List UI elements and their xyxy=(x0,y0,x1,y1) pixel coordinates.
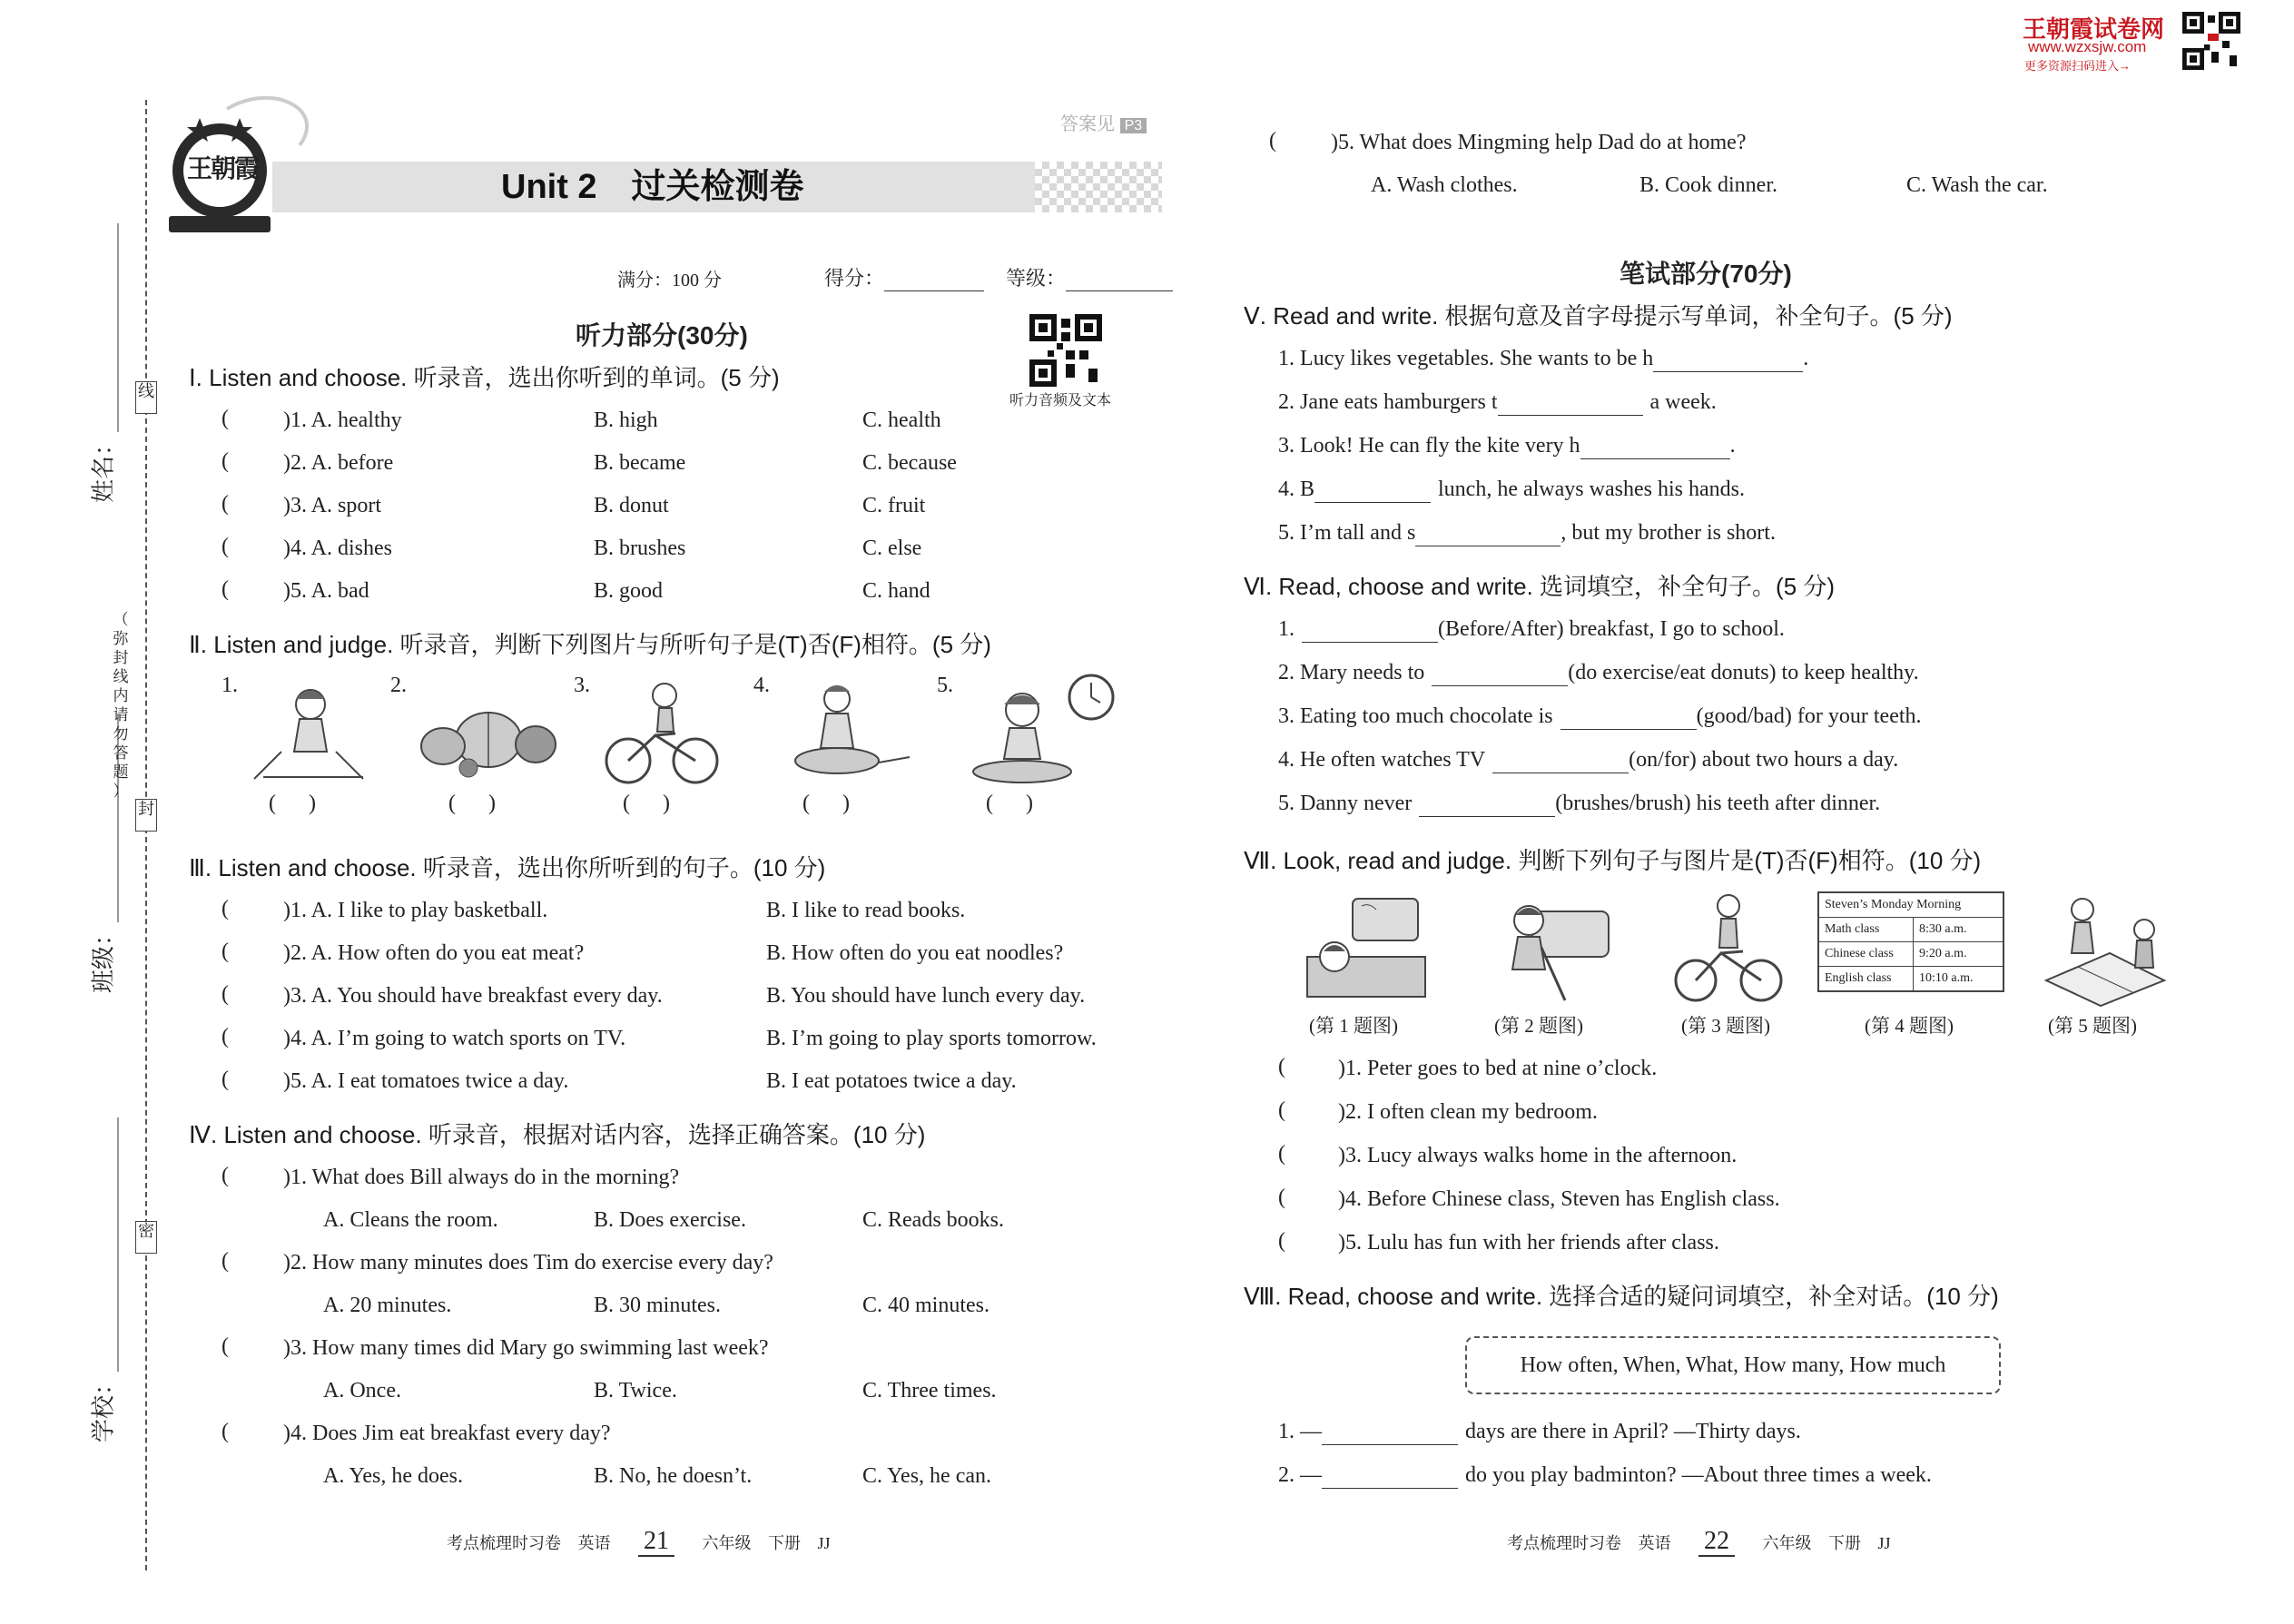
option-a: )5. A. I eat tomatoes twice a day. xyxy=(283,1069,569,1093)
s6-list xyxy=(1278,615,2204,833)
sentence-start: 5. I’m tall and s xyxy=(1278,521,1416,545)
judge-paren-4[interactable]: ( ) xyxy=(802,792,850,815)
boy-cycling-illustration xyxy=(599,679,726,788)
page-number: 21 xyxy=(638,1527,674,1557)
option-c: C. else xyxy=(862,536,922,560)
note-char: 勿 xyxy=(113,725,129,743)
option-b: B. Does exercise. xyxy=(594,1208,746,1232)
woman-washing-illustration xyxy=(777,679,913,788)
list-item xyxy=(1278,1462,2186,1505)
written-header: 笔试部分(70分) xyxy=(1620,260,1792,288)
option-a: )4. A. I’m going to watch sports on TV. xyxy=(283,1027,626,1050)
picture-caption-4: (第 4 题图) xyxy=(1865,1015,1954,1037)
word-box: How often, When, What, How many, How much xyxy=(1465,1336,2001,1394)
answer-paren[interactable]: ( xyxy=(222,897,229,920)
page-number: 22 xyxy=(1698,1527,1735,1557)
s1-list xyxy=(222,407,1039,620)
page-title: Unit 2 过关检测卷 xyxy=(501,168,804,206)
question: )2. How many minutes does Tim do exercise every day? xyxy=(283,1251,773,1275)
answer-paren[interactable]: ( xyxy=(222,1420,229,1443)
option-c: C. Yes, he can. xyxy=(862,1464,991,1488)
option-a: A. Yes, he does. xyxy=(323,1464,464,1488)
section-7-title: Ⅶ. Look, read and judge. 判断下列句子与图片是(T)否(F)相符。(10 分) xyxy=(1244,847,1982,874)
list-item xyxy=(222,577,1039,620)
listening-qr-code-icon[interactable] xyxy=(1029,314,1102,387)
list-item xyxy=(222,449,1039,492)
pic-label-4: 4. xyxy=(753,674,770,697)
sentence-end: lunch, he always washes his hands. xyxy=(1438,477,1745,501)
option-a: A. Wash clothes. xyxy=(1371,173,1518,197)
sentence-start: 2. Mary needs to xyxy=(1278,661,1425,684)
note-char: 答 xyxy=(113,744,129,762)
option-a: A. Cleans the room. xyxy=(323,1208,498,1232)
brand-block xyxy=(2023,11,2250,73)
class-field[interactable] xyxy=(85,714,119,993)
question: )5. What does Mingming help Dad do at home? xyxy=(1331,131,1747,154)
dialogue-end: do you play badminton? —About three times a week. xyxy=(1465,1463,1932,1487)
class-label: 班级： xyxy=(90,921,117,994)
answer-paren[interactable]: ( xyxy=(222,1334,229,1358)
list-item xyxy=(222,1025,1147,1068)
answer-paren[interactable]: ( xyxy=(1278,1098,1285,1122)
answer-paren[interactable]: ( xyxy=(222,577,229,601)
name-blank[interactable] xyxy=(97,223,119,432)
girl-exercising-illustration xyxy=(245,679,372,788)
answer-blank[interactable] xyxy=(1419,795,1555,817)
grade-blank[interactable] xyxy=(1066,270,1173,291)
s2-pictures xyxy=(218,672,1126,835)
name-label: 姓名： xyxy=(90,431,117,504)
school-label: 学校： xyxy=(90,1371,117,1443)
list-item xyxy=(222,982,1147,1025)
score-blank[interactable] xyxy=(884,270,984,291)
answer-paren[interactable]: ( xyxy=(1278,1142,1285,1166)
school-field[interactable] xyxy=(85,1117,119,1442)
pic-label-1: 1. xyxy=(222,674,238,697)
list-item xyxy=(1278,1142,2186,1186)
dialogue-end: days are there in April? —Thirty days. xyxy=(1465,1420,1801,1443)
question: )3. How many times did Mary go swimming last week? xyxy=(283,1336,769,1360)
girl-eating-with-clock-illustration xyxy=(962,672,1117,790)
answer-note xyxy=(1060,109,1147,135)
statement: )4. Before Chinese class, Steven has English class. xyxy=(1338,1187,1780,1211)
s7-list xyxy=(1278,1055,2186,1273)
table-row xyxy=(1819,942,2003,967)
section-5-title: Ⅴ. Read and write. 根据句意及首字母提示写单词，补全句子。(5 分) xyxy=(1244,302,1953,330)
answer-blank[interactable] xyxy=(1302,621,1438,643)
option-a: A. 20 minutes. xyxy=(323,1294,452,1317)
option-a: )2. A. before xyxy=(283,451,394,475)
binding-line-mark-3: 密 xyxy=(135,1221,157,1254)
question: )1. What does Bill always do in the morning? xyxy=(283,1166,680,1189)
list-item xyxy=(1278,476,2186,519)
list-item xyxy=(1278,1186,2186,1229)
option-c: C. health xyxy=(862,408,941,432)
brand-qr-code-icon[interactable] xyxy=(2182,11,2240,71)
sentence-end: (good/bad) for your teeth. xyxy=(1696,704,1922,728)
option-c: C. Wash the car. xyxy=(1906,173,2048,197)
option-c: C. 40 minutes. xyxy=(862,1294,990,1317)
option-a: )4. A. dishes xyxy=(283,536,392,560)
answer-paren[interactable]: ( xyxy=(222,407,229,430)
list-item xyxy=(222,407,1039,449)
answer-page-badge: P3 xyxy=(1120,118,1147,133)
table-cell-subject: Math class xyxy=(1819,918,1914,941)
answer-paren[interactable]: ( xyxy=(222,982,229,1006)
answer-blank[interactable] xyxy=(1415,525,1561,546)
question: )4. Does Jim eat breakfast every day? xyxy=(283,1422,611,1445)
s4-list xyxy=(222,1164,1147,1505)
list-item xyxy=(222,1164,1147,1249)
section-6-title: Ⅵ. Read, choose and write. 选词填空，补全句子。(5 分) xyxy=(1244,573,1836,600)
binding-dashed-line xyxy=(145,100,147,1570)
option-c: C. because xyxy=(862,451,957,475)
sentence-end: . xyxy=(1729,434,1736,458)
statement: )2. I often clean my bedroom. xyxy=(1338,1100,1598,1124)
s5-list xyxy=(1278,345,2186,563)
answer-blank[interactable] xyxy=(1653,350,1803,372)
option-b: B. No, he doesn’t. xyxy=(594,1464,753,1488)
option-b: B. I eat potatoes twice a day. xyxy=(766,1069,1017,1093)
table-cell-subject: English class xyxy=(1819,967,1914,990)
answer-blank[interactable] xyxy=(1322,1423,1458,1445)
list-item xyxy=(1278,615,2204,659)
picture-caption-2: (第 2 题图) xyxy=(1494,1015,1583,1037)
s8-list xyxy=(1278,1418,2186,1505)
note-char: （ xyxy=(113,611,129,628)
note-char: 封 xyxy=(113,649,129,666)
note-char: 线 xyxy=(113,668,129,685)
binding-line-mark-1: 线 xyxy=(135,381,157,414)
list-item xyxy=(222,897,1147,940)
pic-label-2: 2. xyxy=(390,674,407,697)
sentence-end: , but my brother is short. xyxy=(1561,521,1776,545)
answer-paren[interactable]: ( xyxy=(222,1025,229,1048)
table-row xyxy=(1819,967,2003,990)
binding-line-mark-2: 封 xyxy=(135,799,157,832)
judge-paren-3[interactable]: ( ) xyxy=(623,792,670,815)
list-item xyxy=(1278,659,2204,703)
sentence-end: (do exercise/eat donuts) to keep healthy. xyxy=(1568,661,1919,684)
sentence-end: . xyxy=(1803,347,1809,370)
footer-grade: 六年级 xyxy=(702,1534,752,1552)
answer-paren[interactable]: ( xyxy=(1269,129,1276,153)
dialogue-start: 1. — xyxy=(1278,1420,1322,1443)
option-c: C. Three times. xyxy=(862,1379,997,1403)
option-a: )1. A. I like to play basketball. xyxy=(283,899,548,922)
s7-pictures xyxy=(1289,890,2188,1044)
brand-site-name: 王朝霞试卷网 xyxy=(2023,15,2165,43)
score-full: 满分：100 分 xyxy=(617,271,722,290)
list-item xyxy=(1278,389,2186,432)
section-2-title: Ⅱ. Listen and judge. 听录音，判断下列图片与所听句子是(T)否(F)相符。(5 分) xyxy=(189,631,991,658)
kids-playing-hopscotch-illustration xyxy=(2037,890,2173,1008)
sentence-start: 1. Lucy likes vegetables. She wants to be h xyxy=(1278,347,1654,370)
option-a: )5. A. bad xyxy=(283,579,369,603)
footer-book: 考点梳理时习卷 xyxy=(447,1534,561,1552)
schedule-table-title: Steven’s Monday Morning xyxy=(1819,893,2003,918)
section-3-title: Ⅲ. Listen and choose. 听录音，选出你所听到的句子。(10 分) xyxy=(189,854,826,881)
option-b: B. Twice. xyxy=(594,1379,677,1403)
sleeping-boy-illustration xyxy=(1298,893,1434,1006)
answer-paren[interactable]: ( xyxy=(222,492,229,516)
logo-text: 王朝霞 xyxy=(187,155,259,183)
answer-paren[interactable]: ( xyxy=(1278,1229,1285,1253)
answer-blank[interactable] xyxy=(1322,1467,1458,1489)
statement: )5. Lulu has fun with her friends after class. xyxy=(1338,1231,1719,1255)
score-field[interactable] xyxy=(824,263,984,291)
answer-paren[interactable]: ( xyxy=(222,1249,229,1273)
list-item xyxy=(222,1068,1147,1110)
list-item xyxy=(1278,1229,2186,1273)
pic-label-3: 3. xyxy=(574,674,590,697)
list-item xyxy=(1278,519,2186,563)
answer-blank[interactable] xyxy=(1561,708,1697,730)
statement: )3. Lucy always walks home in the afternoon. xyxy=(1338,1144,1738,1167)
sentence-start: 4. B xyxy=(1278,477,1315,501)
class-blank[interactable] xyxy=(97,714,119,922)
picture-caption-5: (第 5 题图) xyxy=(2048,1015,2137,1037)
answer-paren[interactable]: ( xyxy=(222,940,229,963)
answer-paren[interactable]: ( xyxy=(1278,1186,1285,1209)
list-item xyxy=(222,1420,1147,1505)
table-cell-time: 8:30 a.m. xyxy=(1919,922,1967,936)
listening-header: 听力部分(30分) xyxy=(576,321,748,349)
note-char: 内 xyxy=(113,687,129,704)
option-b: B. Cook dinner. xyxy=(1639,173,1778,197)
table-cell-subject: Chinese class xyxy=(1819,942,1914,966)
note-char: 请 xyxy=(113,706,129,723)
note-char: 题 xyxy=(113,763,129,781)
footer-grade: 六年级 xyxy=(1762,1534,1812,1552)
table-row xyxy=(1819,918,2003,942)
statement: )1. Peter goes to bed at nine o’clock. xyxy=(1338,1057,1658,1080)
sentence-end: (brushes/brush) his teeth after dinner. xyxy=(1555,792,1881,815)
section-8-title: Ⅷ. Read, choose and write. 选择合适的疑问词填空，补全对话。(10 分) xyxy=(1244,1283,1999,1310)
grade-field[interactable] xyxy=(1006,263,1173,291)
footer-subject: 英语 xyxy=(577,1534,611,1552)
option-a: )3. A. sport xyxy=(283,494,381,517)
answer-blank[interactable] xyxy=(1498,394,1643,416)
note-char: 弥 xyxy=(113,630,129,647)
option-a: A. Once. xyxy=(323,1379,401,1403)
sentence-end: (Before/After) breakfast, I go to school. xyxy=(1438,617,1785,641)
section-1-title: Ⅰ. Listen and choose. 听录音，选出你听到的单词。(5 分) xyxy=(189,364,780,391)
section-4-title: Ⅳ. Listen and choose. 听录音，根据对话内容，选择正确答案。(10 分) xyxy=(189,1121,926,1148)
answer-blank[interactable] xyxy=(1314,481,1431,503)
list-item xyxy=(1278,432,2186,476)
answer-blank[interactable] xyxy=(1432,664,1568,686)
dialogue-start: 2. — xyxy=(1278,1463,1322,1487)
footer-term: 下册 xyxy=(768,1534,801,1552)
option-b: B. brushes xyxy=(594,536,686,560)
left-footer xyxy=(447,1527,831,1556)
sentence-start: 3. Eating too much chocolate is xyxy=(1278,704,1553,728)
answer-blank[interactable] xyxy=(1580,438,1730,459)
option-c: C. fruit xyxy=(862,494,926,517)
list-item xyxy=(1278,1418,2186,1462)
note-char: ） xyxy=(113,782,129,800)
option-c: C. hand xyxy=(862,579,930,603)
answer-paren[interactable]: ( xyxy=(222,1068,229,1091)
qr-caption: 听力音频及文本 xyxy=(1009,393,1112,408)
judge-paren-2[interactable]: ( ) xyxy=(448,792,496,815)
option-b: B. became xyxy=(594,451,686,475)
r-q5 xyxy=(1269,129,2177,214)
table-cell-time: 9:20 a.m. xyxy=(1919,947,1967,960)
girl-cleaning-illustration xyxy=(1478,893,1614,1006)
option-b: B. high xyxy=(594,408,658,432)
option-c: C. Reads books. xyxy=(862,1208,1004,1232)
sentence-end: (on/for) about two hours a day. xyxy=(1629,748,1899,772)
girl-cycling-illustration xyxy=(1670,890,1788,1008)
pic-label-5: 5. xyxy=(937,674,953,697)
list-item xyxy=(222,535,1039,577)
list-item xyxy=(222,1249,1147,1334)
picture-caption-1: (第 1 题图) xyxy=(1309,1015,1398,1037)
list-item xyxy=(222,492,1039,535)
sentence-start: 4. He often watches TV xyxy=(1278,748,1486,772)
sentence-end: a week. xyxy=(1649,390,1717,414)
option-b: B. You should have lunch every day. xyxy=(766,984,1086,1008)
list-item xyxy=(222,1334,1147,1420)
vegetables-illustration xyxy=(416,690,561,781)
footer-edition: JJ xyxy=(1877,1534,1891,1552)
option-b: B. good xyxy=(594,579,664,603)
footer-book: 考点梳理时习卷 xyxy=(1507,1534,1621,1552)
list-item xyxy=(1278,1098,2186,1142)
answer-blank[interactable] xyxy=(1492,752,1629,773)
s3-list xyxy=(222,897,1147,1110)
list-item xyxy=(1278,746,2204,790)
judge-paren-1[interactable]: ( ) xyxy=(269,792,316,815)
sentence-start: 3. Look! He can fly the kite very h xyxy=(1278,434,1580,458)
judge-paren-5[interactable]: ( ) xyxy=(986,792,1033,815)
brand-site-note: 更多资源扫码进入→ xyxy=(2024,59,2132,73)
footer-subject: 英语 xyxy=(1638,1534,1671,1552)
list-item xyxy=(1278,345,2186,389)
footer-term: 下册 xyxy=(1828,1534,1861,1552)
option-b: B. 30 minutes. xyxy=(594,1294,722,1317)
footer-edition: JJ xyxy=(817,1534,831,1552)
grade-label: 等级： xyxy=(1006,267,1067,290)
option-a: )3. A. You should have breakfast every day. xyxy=(283,984,663,1008)
school-blank[interactable] xyxy=(97,1117,119,1372)
name-field[interactable] xyxy=(85,223,119,503)
answer-paren[interactable]: ( xyxy=(1278,1055,1285,1078)
list-item xyxy=(1278,790,2204,833)
brand-site-url[interactable]: www.wzxsjw.com xyxy=(2028,38,2147,55)
option-b: B. How often do you eat noodles? xyxy=(766,941,1064,965)
option-a: )2. A. How often do you eat meat? xyxy=(283,941,585,965)
option-b: B. donut xyxy=(594,494,669,517)
picture-caption-3: (第 3 题图) xyxy=(1681,1015,1770,1037)
sentence-start: 2. Jane eats hamburgers t xyxy=(1278,390,1498,414)
answer-paren[interactable]: ( xyxy=(222,1164,229,1187)
right-footer xyxy=(1507,1527,1891,1556)
sentence-start: 5. Danny never xyxy=(1278,792,1413,815)
list-item xyxy=(222,940,1147,982)
answer-note-label: 答案见 xyxy=(1060,114,1115,134)
option-b: B. I like to read books. xyxy=(766,899,966,922)
list-item xyxy=(1278,703,2204,746)
answer-paren[interactable]: ( xyxy=(222,449,229,473)
option-b: B. I’m going to play sports tomorrow. xyxy=(766,1027,1097,1050)
answer-paren[interactable]: ( xyxy=(222,535,229,558)
score-label: 得分： xyxy=(824,267,885,290)
table-cell-time: 10:10 a.m. xyxy=(1919,971,1974,985)
schedule-table xyxy=(1817,891,2004,992)
sentence-start: 1. xyxy=(1278,617,1295,641)
option-a: )1. A. healthy xyxy=(283,408,402,432)
list-item xyxy=(1278,1055,2186,1098)
